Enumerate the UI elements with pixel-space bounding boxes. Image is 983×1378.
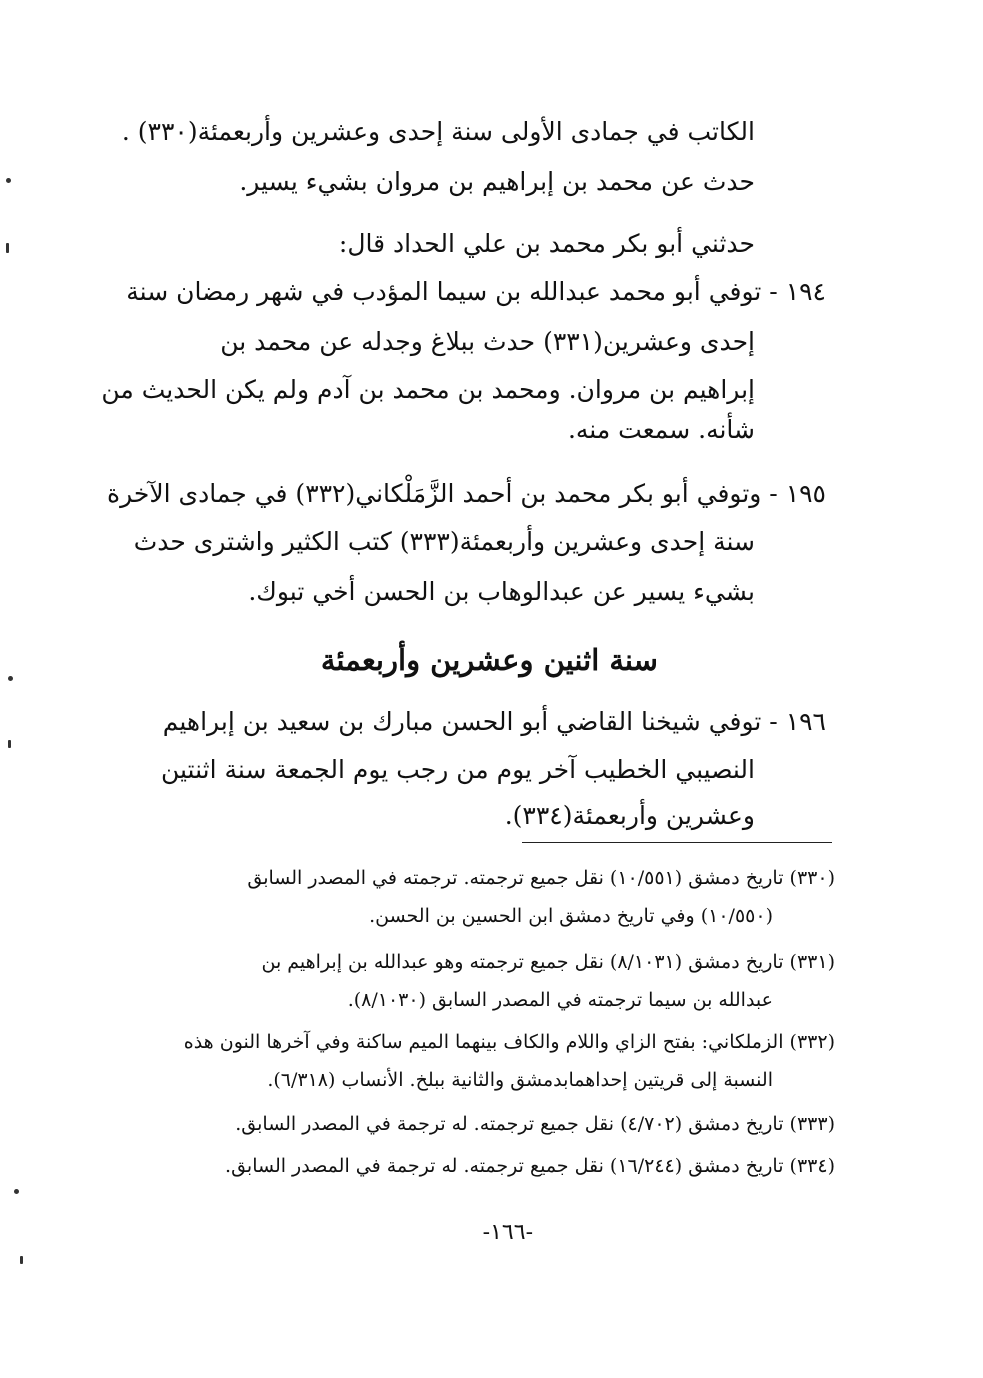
margin-mark: [6, 178, 11, 183]
footnote-line: (٣٣٢) الزملكاني: بفتح الزاي واللام والكاف بينهما الميم ساكنة وفي آخرها النون هذه: [183, 1031, 835, 1053]
section-heading: سنة اثنين وعشرين وأربعمئة: [320, 643, 658, 677]
entry-194-line: إحدى وعشرين(٣٣١) حدث ببلاغ وجدله عن محمد بن: [220, 327, 755, 356]
text-line: حدثني أبو بكر محمد بن علي الحداد قال:: [338, 229, 755, 258]
entry-195-line: سنة إحدى وعشرين وأربعمئة(٣٣٣) كتب الكثير واشترى حدث: [133, 527, 755, 556]
footnote-line: (٣٣٠) تاريخ دمشق (١٠/٥٥١) نقل جميع ترجمته. ترجمته في المصدر السابق: [247, 867, 835, 889]
footnote-line: (٣٣١) تاريخ دمشق (٨/١٠٣١) نقل جميع ترجمته وهو عبدالله بن إبراهيم بن: [261, 951, 835, 973]
entry-196-line: ١٩٦ - توفي شيخنا القاضي أبو الحسن مبارك بن سعيد بن إبراهيم: [162, 707, 826, 736]
entry-195-line: ١٩٥ - وتوفي أبو بكر محمد بن أحمد الزَّمَلْكاني(٣٣٢) في جمادى الآخرة: [107, 479, 826, 508]
margin-mark: [8, 740, 11, 748]
margin-mark: [14, 1189, 19, 1194]
footnote-line: عبدالله بن سيما ترجمته في المصدر السابق (٨/١٠٣٠).: [347, 989, 773, 1011]
entry-194-line: شأنه. سمعت منه.: [567, 415, 755, 444]
text-line: الكاتب في جمادى الأولى سنة إحدى وعشرين وأربعمئة(٣٣٠) .: [121, 117, 755, 146]
entry-195-line: بشيء يسير عن عبدالوهاب بن الحسن أخي تبوك.: [248, 577, 755, 606]
entry-194-line: ١٩٤ - توفي أبو محمد عبدالله بن سيما المؤدب في شهر رمضان سنة: [126, 277, 826, 306]
margin-mark: [8, 676, 13, 681]
page-number: -١٦٦-: [482, 1220, 533, 1245]
footnote-separator: [522, 842, 832, 843]
footnote-line: النسبة إلى قريتين إحداهمابدمشق والثانية ببلخ. الأنساب (٦/٣١٨).: [267, 1069, 773, 1091]
entry-196-line: النصيبي الخطيب آخر يوم من رجب يوم الجمعة سنة اثنتين: [160, 755, 755, 784]
footnote-line: (٣٣٣) تاريخ دمشق (٤/٧٠٢) نقل جميع ترجمته. له ترجمة في المصدر السابق.: [235, 1113, 835, 1135]
margin-mark: [6, 243, 9, 253]
entry-196-line: وعشرين وأربعمئة(٣٣٤).: [504, 801, 755, 830]
text-line: حدث عن محمد بن إبراهيم بن مروان بشيء يسير.: [239, 167, 755, 196]
footnote-line: (١٠/٥٥٠) وفي تاريخ دمشق ابن الحسين بن الحسن.: [369, 905, 773, 927]
footnote-line: (٣٣٤) تاريخ دمشق (١٦/٢٤٤) نقل جميع ترجمته. له ترجمة في المصدر السابق.: [225, 1155, 835, 1177]
entry-194-line: إبراهيم بن مروان. ومحمد بن محمد بن آدم ولم يكن الحديث من: [101, 375, 755, 404]
margin-mark: [20, 1256, 23, 1264]
